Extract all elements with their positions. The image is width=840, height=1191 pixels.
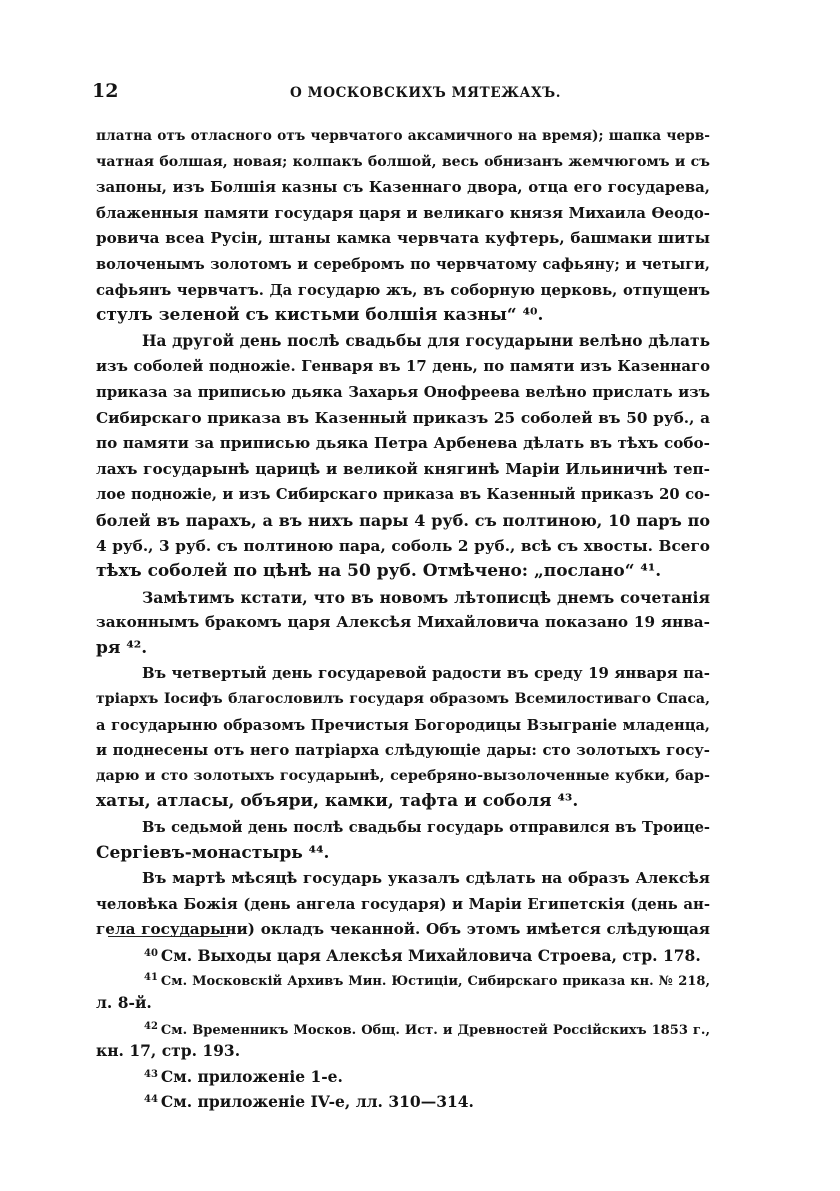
footnote-text: См. Выходы царя Алексѣя Михайловича Строева, стр. 178. — [160, 946, 701, 965]
text-line: человѣка Божія (день ангела государя) и Маріи Египетскія (день ан- — [96, 894, 710, 913]
footnote-44 — [96, 1088, 710, 1112]
footnote-number: 43 — [144, 1069, 158, 1081]
text-line: гела государыни) окладъ чеканной. Объ этомъ имѣется слѣдующая — [96, 920, 710, 939]
text-line: и поднесены отъ него патріарха слѣдующіе дары: сто золотыхъ госу- — [96, 741, 710, 760]
footnote-number: 44 — [144, 1093, 158, 1105]
text-line: ря ⁴². — [96, 637, 148, 658]
footnote-41-cont: л. 8-й. — [96, 992, 152, 1012]
paragraph — [96, 585, 710, 662]
text-line: блаженныя памяти государя царя и великаго князя Михаила Ѳеодо- — [96, 203, 710, 222]
text-line: изъ соболей подножіе. Генваря въ 17 день, по памяти изъ Казеннаго — [96, 357, 710, 376]
text-line: хаты, атласы, объяри, камки, тафта и соболя ⁴³. — [96, 791, 579, 812]
text-line: чатная болшая, новая; колпакъ болшой, весь обнизанъ жемчюгомъ и съ — [96, 153, 710, 170]
footnote-text: См. приложеніе 1-е. — [160, 1067, 343, 1087]
paragraph — [96, 329, 710, 585]
text-line: платна отъ отласного отъ червчатого аксамичного на время); шапка черв- — [96, 128, 710, 144]
running-title: О МОСКОВСКИХЪ МЯТЕЖАХЪ. — [290, 85, 562, 101]
text-line: по памяти за приписью дьяка Петра Арбенева дѣлать въ тѣхъ собо- — [96, 434, 710, 453]
text-line: сафьянъ червчатъ. Да государю жъ, въ соборную церковь, отпущенъ — [96, 281, 710, 299]
text-line: ровича всеа Русін, штаны камка червчата куфтерь, башмаки шиты — [96, 229, 710, 248]
paragraph — [96, 124, 710, 329]
text-line: дарю и сто золотыхъ государынѣ, серебряно-вызолоченные кубки, бар- — [96, 767, 710, 784]
footnote-number: 40 — [144, 948, 158, 959]
footnotes — [96, 942, 710, 1112]
text-line: стулъ зеленой съ кистьми болшія казны“ ⁴⁰. — [96, 305, 544, 326]
footnote-text: См. Временникъ Москов. Общ. Ист. и Древностей Россійскихъ 1853 г., — [160, 1022, 710, 1038]
text-line: Сибирскаго приказа въ Казенный приказъ 25 соболей въ 50 руб., а — [96, 408, 710, 427]
text-line: приказа за приписью дьяка Захарья Онофреева велѣно прислать изъ — [96, 383, 710, 401]
text-line: Въ четвертый день государевой радости въ среду 19 января па- — [142, 664, 710, 683]
footnote-number: 41 — [144, 972, 158, 984]
paragraph — [96, 661, 710, 815]
text-line: болей въ парахъ, а въ нихъ пары 4 руб. съ полтиною, 10 паръ по — [96, 510, 710, 530]
text-line: Замѣтимъ кстати, что въ новомъ лѣтописцѣ днемъ сочетанія — [142, 587, 710, 607]
footnote-number: 42 — [144, 1020, 158, 1032]
footnote-42-cont: кн. 17, стр. 193. — [96, 1041, 241, 1061]
text-line: На другой день послѣ свадьбы для государыни велѣно дѣлать — [142, 331, 710, 350]
footnote-40 — [96, 942, 710, 966]
paragraph — [96, 866, 710, 943]
text-line: законнымъ бракомъ царя Алексѣя Михайловича показано 19 янва- — [96, 613, 710, 632]
footnote-41 — [96, 966, 710, 990]
text-line: Въ седьмой день послѣ свадьбы государь отправился въ Троице- — [142, 819, 710, 837]
text-line: запоны, изъ Болшія казны съ Казеннаго двора, отца его государева, — [96, 178, 710, 197]
text-line: лахъ государынѣ царицѣ и великой княгинѣ Маріи Ильиничнѣ теп- — [96, 459, 710, 478]
text-line: 4 руб., 3 руб. съ полтиною пара, соболь 2 руб., всѣ съ хвосты. Всего — [96, 536, 710, 555]
body-text — [96, 124, 710, 943]
text-line: тріархъ Іосифъ благословилъ государя образомъ Всемилостиваго Спаса, — [96, 691, 710, 708]
text-line: Сергіевъ-монастырь ⁴⁴. — [96, 842, 330, 863]
paragraph — [96, 815, 710, 866]
footnote-text: См. приложеніе IV-е, лл. 310—314. — [160, 1091, 474, 1111]
page-number: 12 — [92, 80, 119, 102]
text-line: лое подножіе, и изъ Сибирскаго приказа въ Казенный приказъ 20 со- — [96, 486, 710, 504]
footnote-divider — [108, 936, 228, 937]
footnote-42 — [96, 1015, 710, 1039]
text-line: тѣхъ соболей по цѣнѣ на 50 руб. Отмѣчено: „послано“ ⁴¹. — [96, 561, 662, 582]
footnote-43 — [96, 1063, 710, 1087]
text-line: а государыню образомъ Пречистыя Богородицы Взыграніе младенца, — [96, 716, 710, 734]
footnote-text: См. Московскій Архивъ Мин. Юстиціи, Сибирскаго приказа кн. № 218, — [160, 974, 710, 990]
text-line: Въ мартѣ мѣсяцѣ государь указалъ сдѣлать на образъ Алексѣя — [142, 869, 710, 888]
text-line: волоченымъ золотомъ и серебромъ по червчатому сафьяну; и четыги, — [96, 255, 710, 273]
